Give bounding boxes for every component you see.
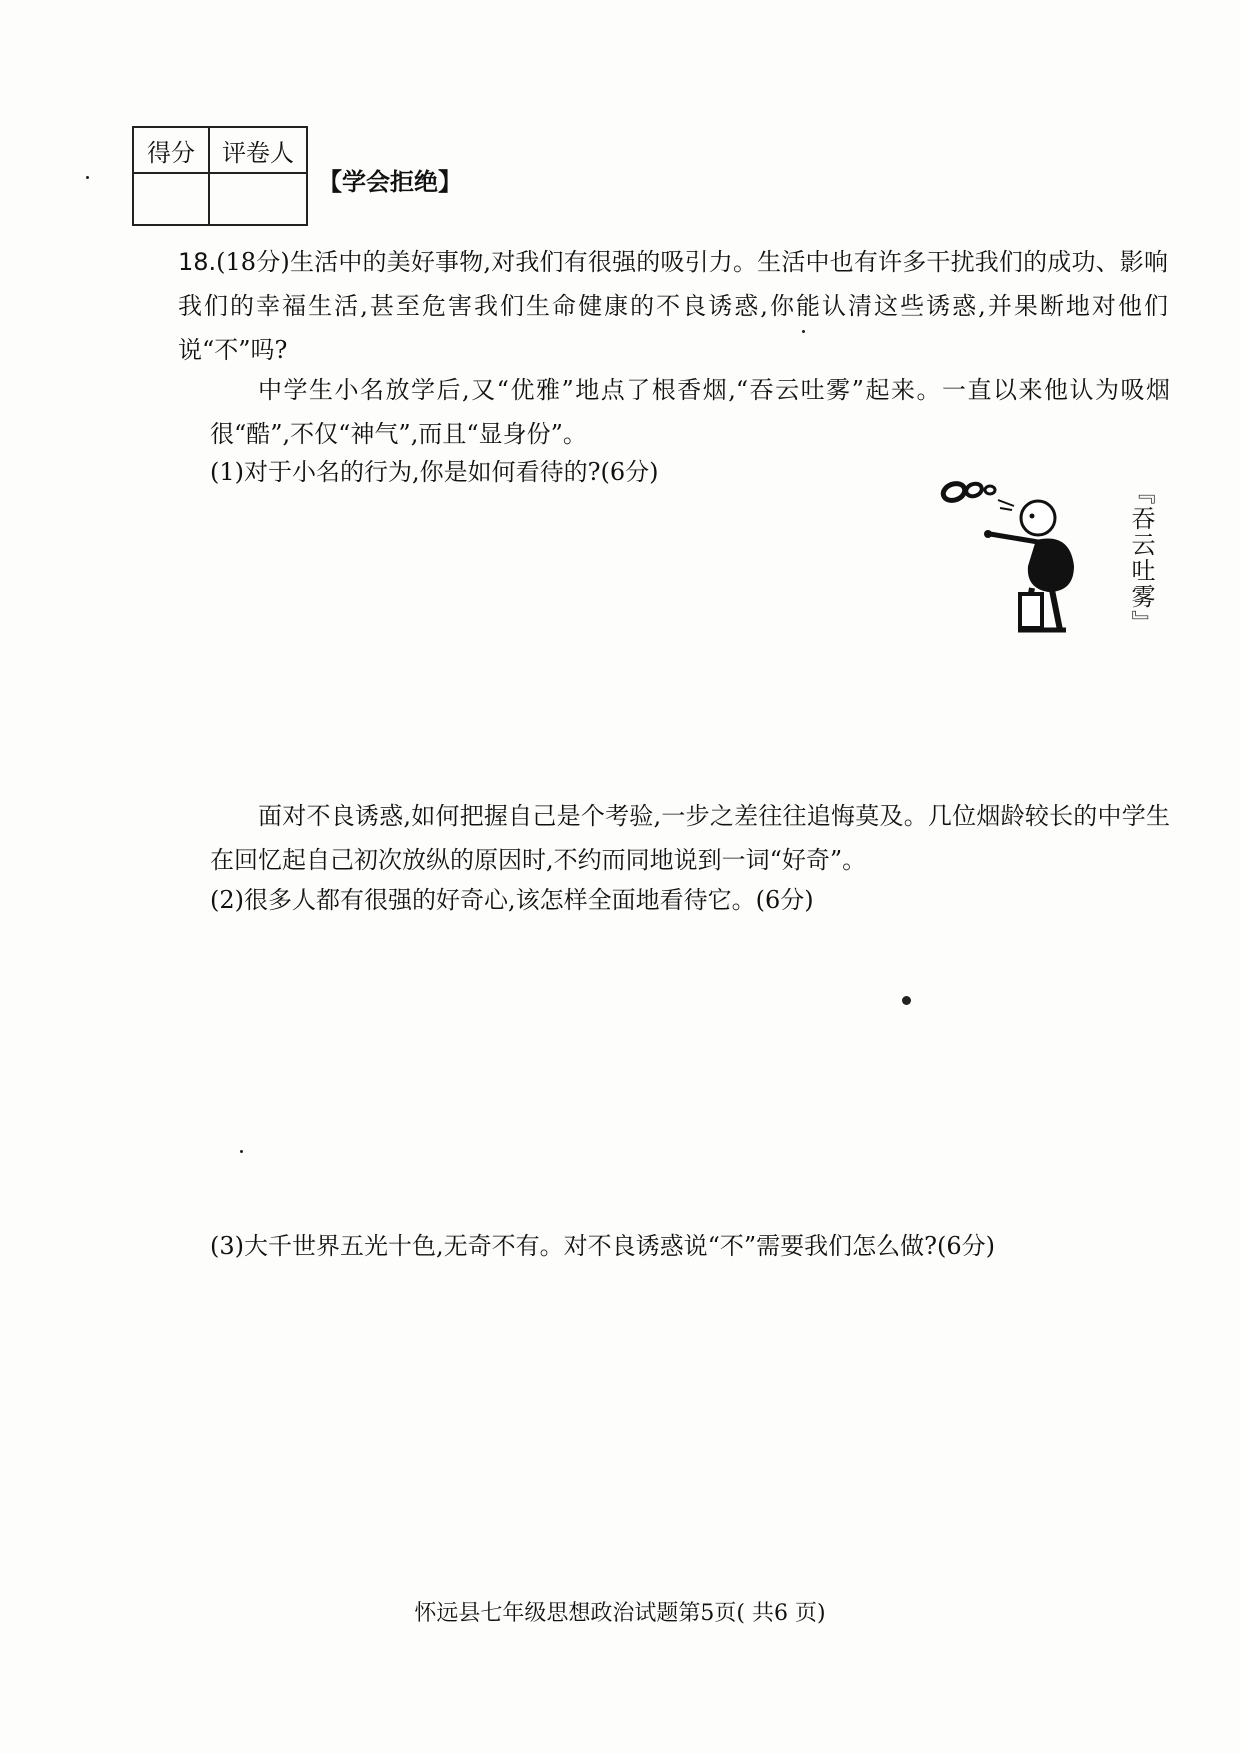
scan-speck — [802, 330, 805, 333]
scan-speck — [902, 996, 911, 1005]
score-header: 得分 — [133, 127, 209, 173]
page-footer: 怀远县七年级思想政治试题第5页( 共6 页) — [414, 1601, 826, 1626]
sub-question-3: (3)大千世界五光十色,无奇不有。对不良诱惑说“不”需要我们怎么做?(6分) — [210, 1232, 996, 1260]
question-intro-text: (18分)生活中的美好事物,对我们有很强的吸引力。生活中也有许多干扰我们的成功、影响我们的幸福生活,甚至危害我们生命健康的不良诱惑,你能认清这些诱惑,并果断地对他们说“不”吗? — [178, 248, 1168, 364]
grader-cell[interactable] — [209, 173, 307, 225]
question-number: 18. — [178, 248, 217, 276]
smoking-man-cartoon-icon — [940, 470, 1110, 640]
passage-2: 面对不良诱惑,如何把握自己是个考验,一步之差往往追悔莫及。几位烟龄较长的中学生在回忆起自己初次放纵的原因时,不约而同地说到一词“好奇”。 — [210, 802, 1170, 874]
cartoon-caption: 『吞云吐雾』 — [1127, 480, 1155, 636]
scan-speck — [240, 1150, 243, 1153]
passage-1: 中学生小名放学后,又“优雅”地点了根香烟,“吞云吐雾”起来。一直以来他认为吸烟很“酷”,不仅“神气”,而且“显身份”。 — [210, 376, 1170, 448]
grader-header: 评卷人 — [209, 127, 307, 173]
score-table — [132, 126, 308, 226]
sub-question-2: (2)很多人都有很强的好奇心,该怎样全面地看待它。(6分) — [210, 886, 814, 914]
section-title: 【学会拒绝】 — [318, 168, 462, 196]
scan-speck — [86, 176, 89, 179]
score-cell[interactable] — [133, 173, 209, 225]
question-intro — [178, 240, 1168, 372]
sub-question-1: (1)对于小名的行为,你是如何看待的?(6分) — [210, 458, 659, 486]
